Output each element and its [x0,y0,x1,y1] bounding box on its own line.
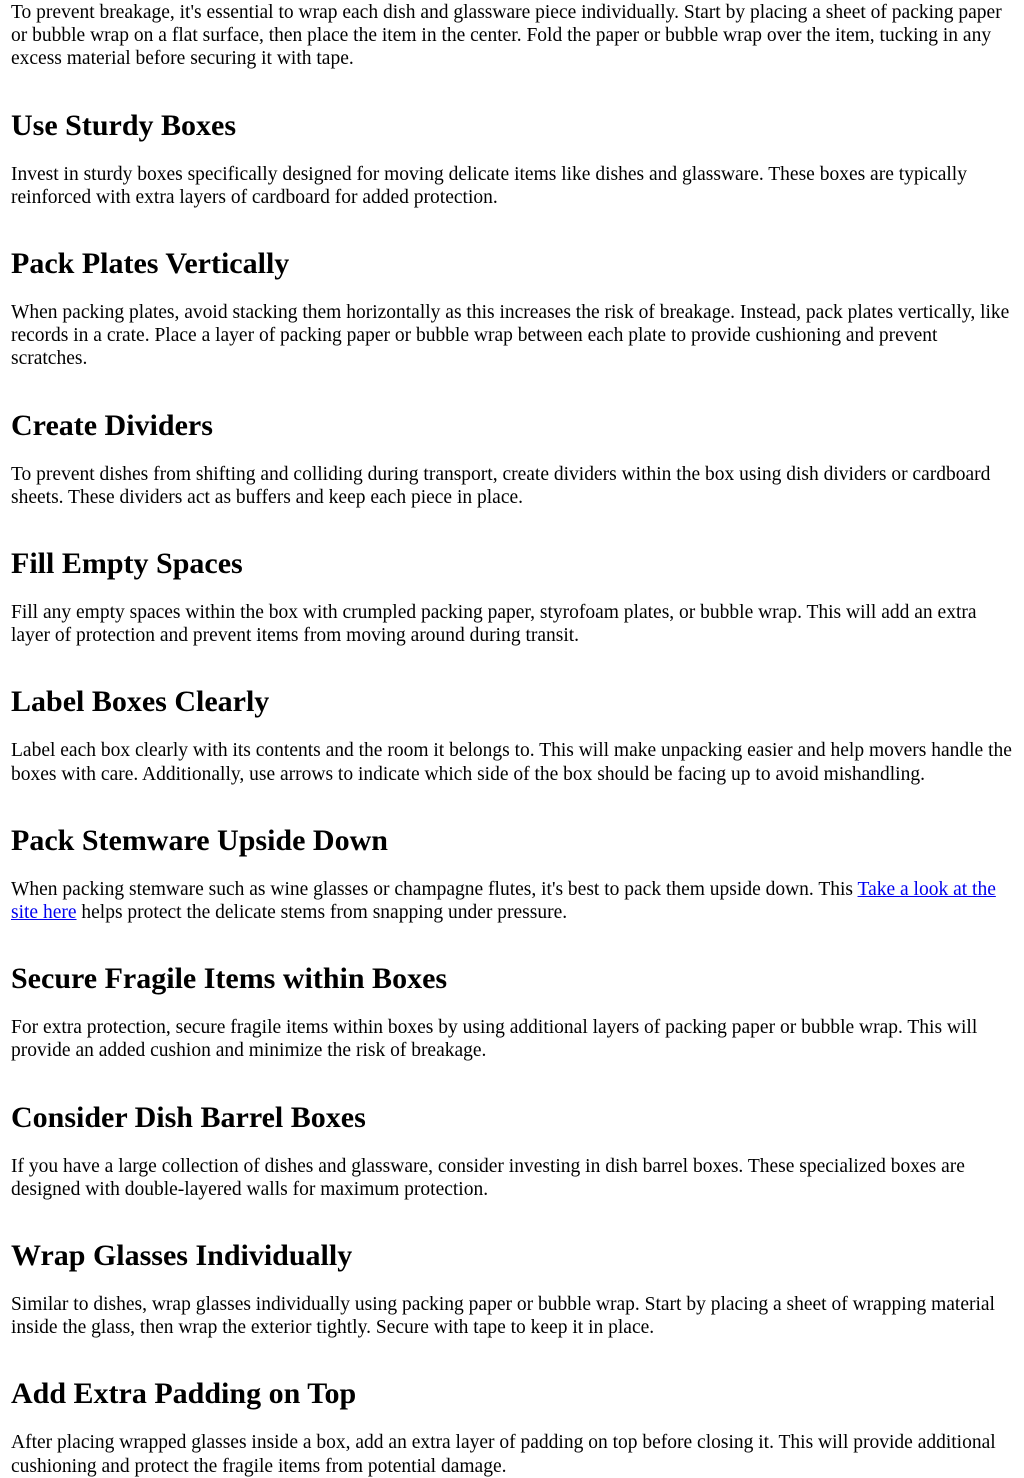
section-heading: Fill Empty Spaces [11,547,243,581]
section-secure-fragile-items [11,924,1015,1062]
section-body: Similar to dishes, wrap glasses individually using packing paper or bubble wrap. Start by placing a sheet of wrapping material inside the glass, then wrap the exterior tightly. Secure with tape to keep it in place. [11,1294,995,1339]
section-pack-plates-vertically [11,209,1015,371]
section-heading: Add Extra Padding on Top [11,1377,357,1411]
section-pack-stemware-upside-down [11,786,1015,924]
body-text-after-link: helps protect the delicate stems from snapping under pressure. [76,902,568,924]
section-body: Fill any empty spaces within the box with crumpled packing paper, styrofoam plates, or bubble wrap. This will add an extra layer of protection and prevent items from moving around during transit. [11,602,977,647]
section-extra-padding-on-top [11,1339,1015,1477]
section-use-sturdy-boxes [11,71,1015,209]
section-body [11,858,1015,924]
section-body: After placing wrapped glasses inside a box, add an extra layer of padding on top before closing it. This will provide additional cushioning and protect the fragile items from potential damage. [11,1432,996,1477]
section-heading: Wrap Glasses Individually [11,1239,353,1273]
section-body: For extra protection, secure fragile items within boxes by using additional layers of packing paper or bubble wrap. This will provide an added cushion and minimize the risk of breakage. [11,1017,978,1062]
section-fill-empty-spaces [11,509,1015,647]
section-dish-barrel-boxes [11,1063,1015,1201]
section-wrap-glasses-individually [11,1201,1015,1339]
section-create-dividers [11,371,1015,509]
section-body: When packing plates, avoid stacking them horizontally as this increases the risk of breakage. Instead, pack plates vertically, like records in a crate. Place a layer of packing paper or bubble wrap between each plate to provide cushioning and prevent scratches. [11,302,1010,370]
section-heading: Consider Dish Barrel Boxes [11,1100,366,1134]
section-label-boxes-clearly [11,647,1015,785]
intro-paragraph: To prevent breakage, it's essential to wrap each dish and glassware piece individually. Start by placing a sheet of packing paper or bubble wrap on a flat surface, then place the item in the center. Fold the paper or bubble wrap over the item, tucking in any excess material before securing it with tape. [11,2,1002,70]
section-body: If you have a large collection of dishes and glassware, consider investing in dish barrel boxes. These specialized boxes are designed with double-layered walls for maximum protection. [11,1155,965,1200]
section-heading: Pack Stemware Upside Down [11,823,388,857]
section-heading: Label Boxes Clearly [11,685,270,719]
section-body: Invest in sturdy boxes specifically designed for moving delicate items like dishes and glassware. These boxes are typically reinforced with extra layers of cardboard for added protection. [11,163,967,208]
section-heading: Secure Fragile Items within Boxes [11,962,448,996]
section-heading: Create Dividers [11,408,213,442]
section-body: Label each box clearly with its contents and the room it belongs to. This will make unpacking easier and help movers handle the boxes with care. Additionally, use arrows to indicate which side of the box should be facing up to avoid mishandling. [11,740,1012,785]
section-body: To prevent dishes from shifting and colliding during transport, create dividers within the box using dish dividers or cardboard sheets. These dividers act as buffers and keep each piece in place. [11,463,991,508]
section-heading: Use Sturdy Boxes [11,108,237,142]
site-link[interactable]: Take a look at the site here [11,878,996,924]
section-heading: Pack Plates Vertically [11,247,290,281]
body-text-before-link: When packing stemware such as wine glasses or champagne flutes, it's best to pack them upside down. This [11,878,858,900]
